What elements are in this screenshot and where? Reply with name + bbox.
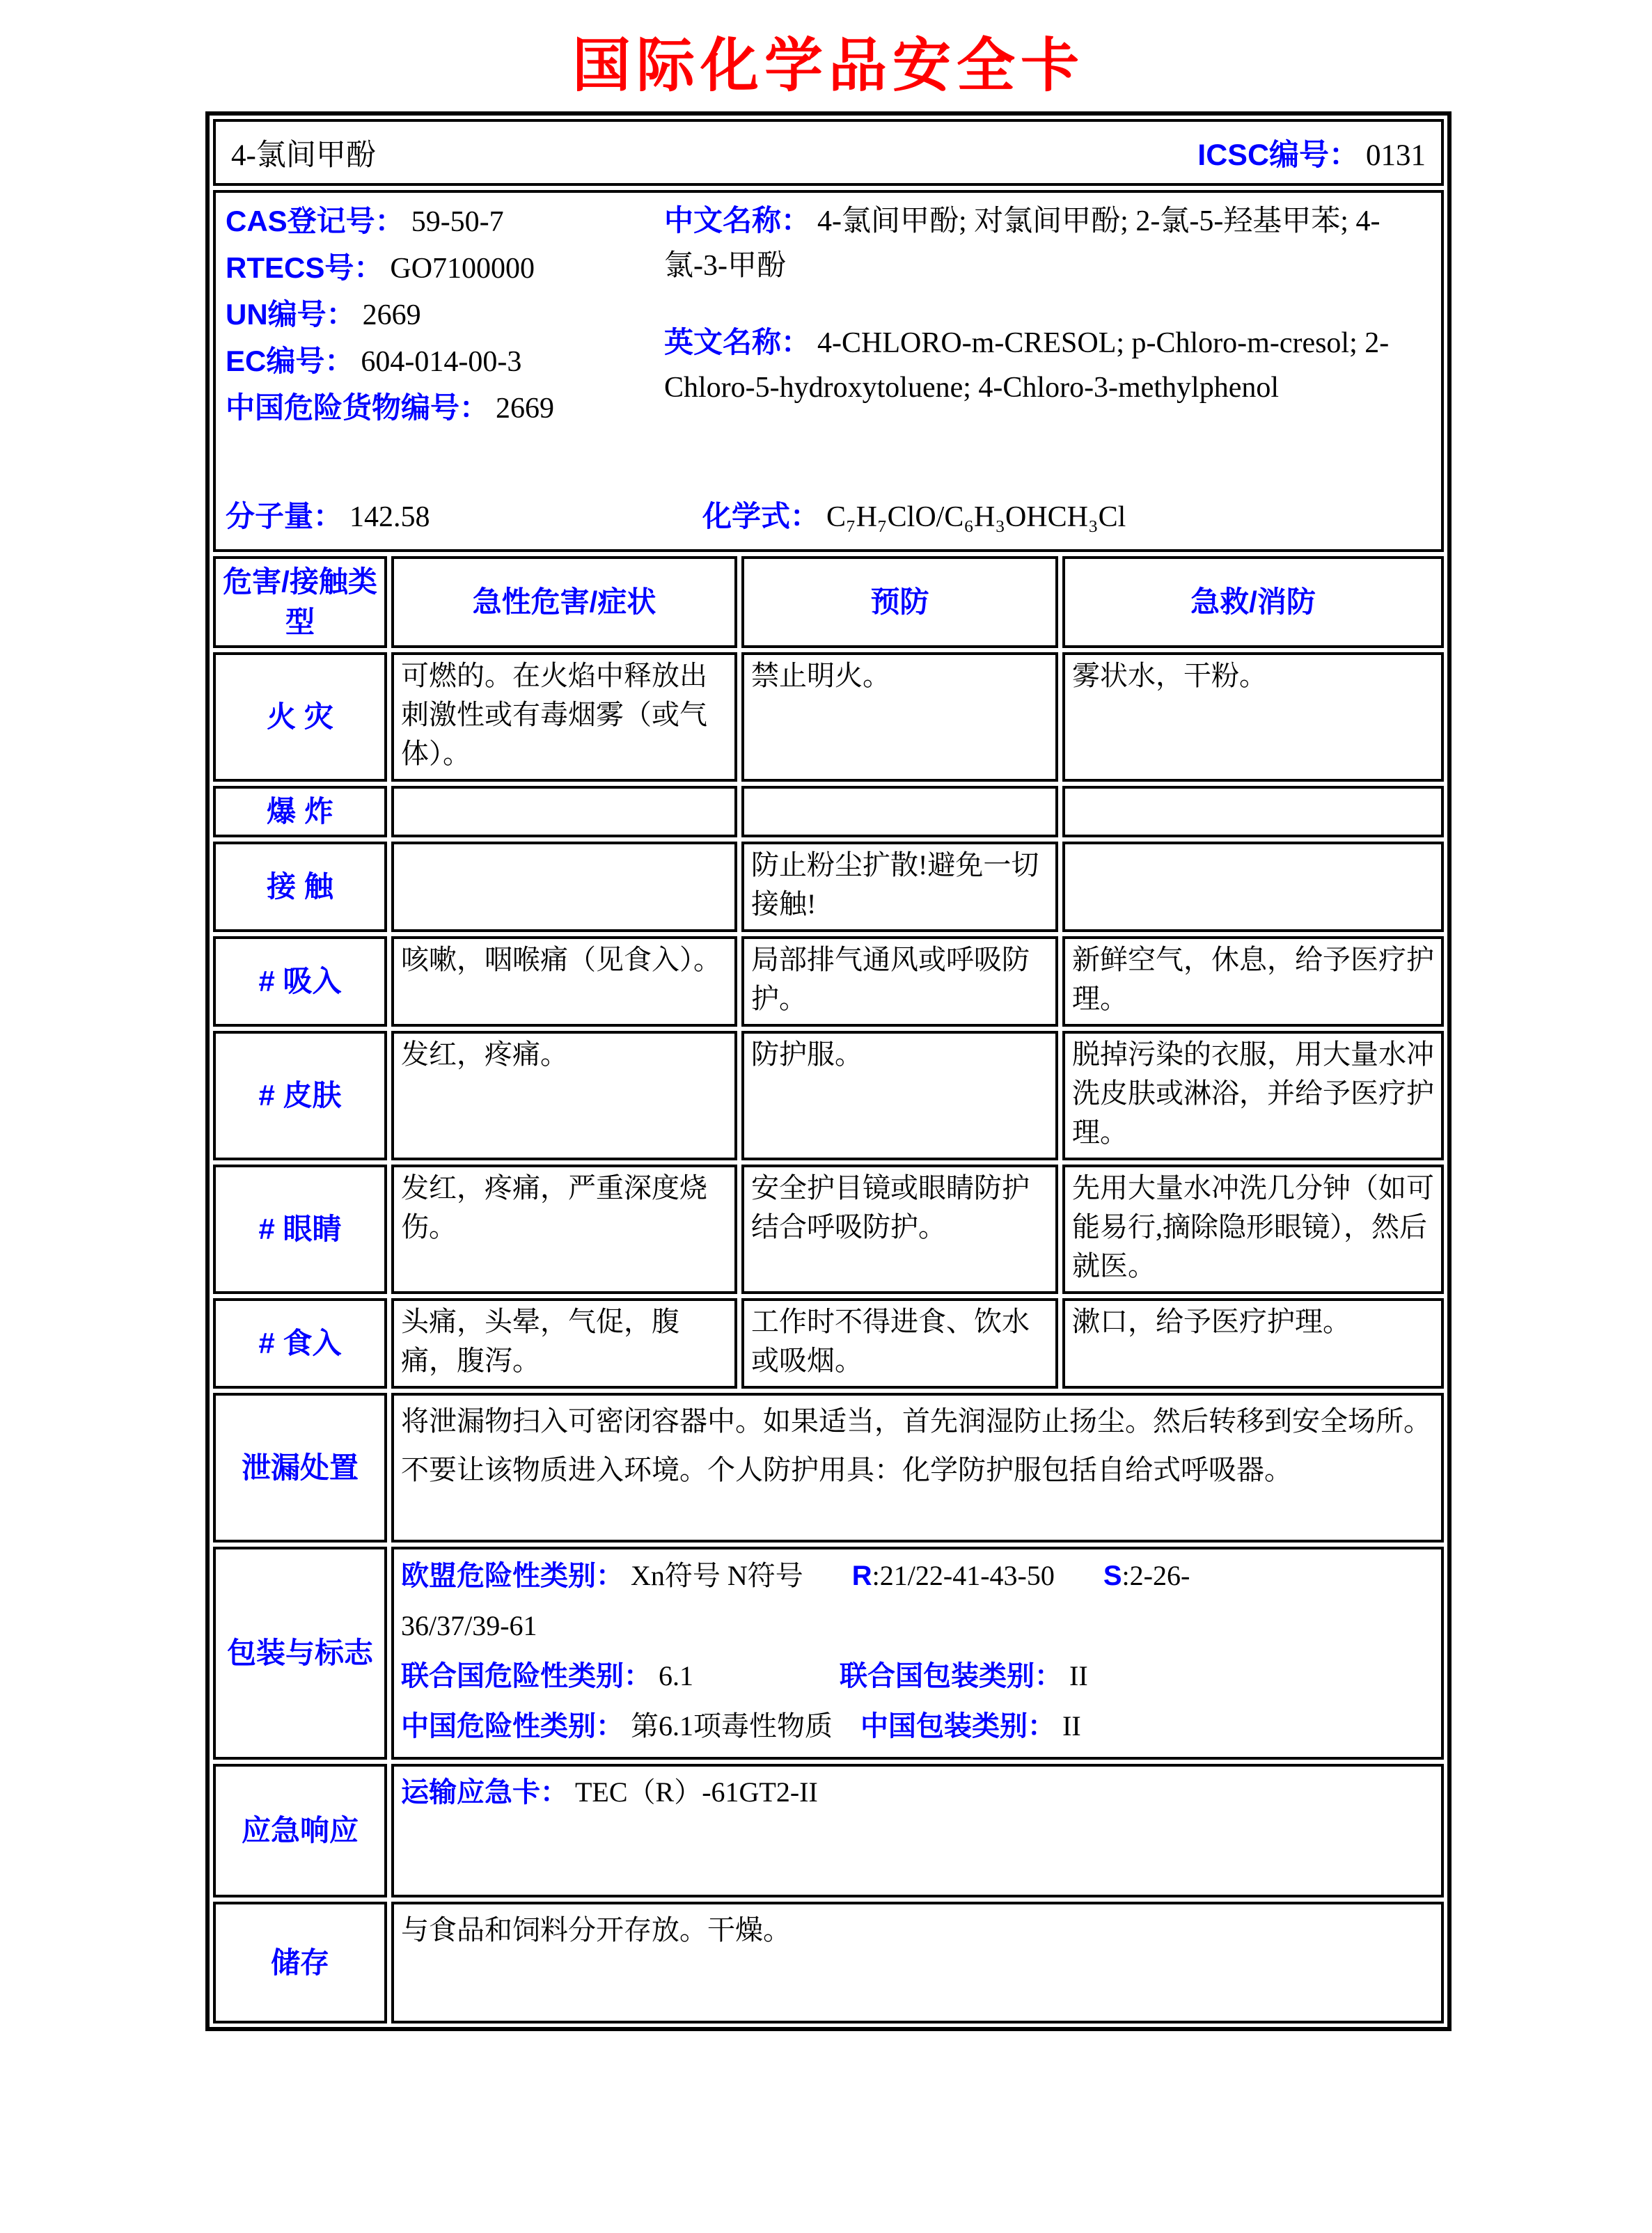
- skin-prevention: 防护服。: [741, 1031, 1058, 1160]
- hazard-row-ingestion: [213, 1298, 1444, 1389]
- ec-number-value: 604-014-00-3: [361, 346, 522, 378]
- storage-label: 储存: [213, 1902, 387, 2023]
- hazard-row-explosion: [213, 786, 1444, 837]
- un-number-label: UN编号：: [226, 298, 356, 331]
- icsc-number-label: ICSC编号：: [1197, 138, 1359, 172]
- packaging-band: [213, 1547, 1444, 1760]
- ingestion-symptoms: 头痛，头晕，气促，腹痛，腹泻。: [391, 1298, 737, 1389]
- eu-hazard-class-label: 欧盟危险性类别：: [401, 1561, 624, 1591]
- hazard-row-eyes: [213, 1165, 1444, 1294]
- china-dg-number-value: 2669: [496, 393, 555, 425]
- chemical-formula-label: 化学式：: [702, 500, 820, 532]
- s-phrases-value: :2-26-: [1122, 1560, 1190, 1591]
- transport-card-value: TEC（R）-61GT2-II: [575, 1776, 818, 1808]
- substance-header-cell: [213, 119, 1444, 186]
- emergency-band: [213, 1764, 1444, 1897]
- substance-header-band: [213, 119, 1444, 186]
- molecular-weight-label: 分子量：: [226, 500, 343, 532]
- hazard-row-skin: [213, 1031, 1444, 1160]
- storage-band: [213, 1902, 1444, 2023]
- packaging-label: 包装与标志: [213, 1547, 387, 1760]
- exposure-symptoms: [391, 842, 737, 932]
- transport-card-label: 运输应急卡：: [401, 1777, 568, 1808]
- icsc-number: [1197, 132, 1426, 174]
- page-title: 国际化学品安全卡: [572, 34, 1085, 99]
- un-class-line: [401, 1651, 1434, 1701]
- hazard-header-band: [213, 556, 1444, 648]
- s-phrases-continuation: 36/37/39-61: [401, 1610, 537, 1641]
- un-number-line: [226, 292, 664, 338]
- header-first-aid: 急救/消防: [1062, 556, 1444, 648]
- un-hazard-class-value: 6.1: [659, 1660, 693, 1691]
- cas-number-label: CAS登记号：: [226, 205, 404, 237]
- rtecs-number-line: [226, 245, 664, 292]
- cas-number-line: [226, 198, 664, 245]
- china-pack-group-label: 中国包装类别：: [860, 1711, 1055, 1742]
- header-acute-symptoms: 急性危害/症状: [391, 556, 737, 648]
- spillage-band: [213, 1393, 1444, 1542]
- cas-number-value: 59-50-7: [411, 206, 504, 238]
- molecular-weight-line: [226, 496, 664, 538]
- hazard-row-exposure: [213, 842, 1444, 932]
- inhalation-symptoms: 咳嗽，咽喉痛（见食入）。: [391, 936, 737, 1027]
- emergency-content: [391, 1764, 1444, 1897]
- fire-prevention: 禁止明火。: [741, 652, 1058, 782]
- china-hazard-class-value: 第6.1项毒性物质: [631, 1710, 833, 1742]
- china-dg-number-label: 中国危险货物编号：: [226, 391, 489, 424]
- row-label-ingestion: # 食入: [213, 1298, 387, 1389]
- substance-name: 4-氯间甲酚: [231, 139, 376, 172]
- packaging-content: [391, 1547, 1444, 1760]
- icsc-number-value: 0131: [1366, 139, 1426, 172]
- un-pack-group-label: 联合国包装类别：: [840, 1661, 1062, 1691]
- inhalation-prevention: 局部排气通风或呼吸防护。: [741, 936, 1058, 1027]
- eu-hazard-class-line: [401, 1551, 1434, 1601]
- chinese-names-value: 4-氯间甲酚; 对氯间甲酚; 2-氯-5-羟基甲苯; 4-氯-3-甲酚: [664, 205, 1380, 282]
- molecular-weight-value: 142.58: [349, 501, 430, 533]
- row-label-exposure: 接 触: [213, 842, 387, 932]
- ec-number-label: EC编号：: [226, 345, 354, 377]
- english-names-label: 英文名称：: [664, 326, 811, 358]
- exposure-prevention: 防止粉尘扩散!避免一切接触!: [741, 842, 1058, 932]
- china-pack-group-value: II: [1062, 1710, 1081, 1742]
- storage-text: 与食品和饲料分开存放。干燥。: [391, 1902, 1444, 2023]
- identifiers-top: [226, 198, 1431, 432]
- eyes-response: 先用大量水冲洗几分钟（如可能易行,摘除隐形眼镜），然后就医。: [1062, 1165, 1444, 1294]
- row-label-skin: # 皮肤: [213, 1031, 387, 1160]
- chemical-formula-value: C₇H₇ClO/C₆H₃OHCH₃Cl: [826, 501, 1126, 533]
- un-hazard-class-label: 联合国危险性类别：: [401, 1661, 652, 1691]
- header-hazard-type: 危害/接触类型: [213, 556, 387, 648]
- china-dg-number-line: [226, 385, 664, 432]
- skin-response: 脱掉污染的衣服，用大量水冲洗皮肤或淋浴，并给予医疗护理。: [1062, 1031, 1444, 1160]
- english-names-value: 4-CHLORO-m-CRESOL; p-Chloro-m-cresol; 2-Chloro-5-hydroxytoluene; 4-Chloro-3-methylphenol: [664, 327, 1390, 404]
- ingestion-prevention: 工作时不得进食、饮水或吸烟。: [741, 1298, 1058, 1389]
- emergency-label: 应急响应: [213, 1764, 387, 1897]
- ec-number-line: [226, 338, 664, 385]
- hazard-row-fire: [213, 652, 1444, 782]
- spillage-text: 将泄漏物扫入可密闭容器中。如果适当，首先润湿防止扬尘。然后转移到安全场所。不要让该物质进入环境。个人防护用具：化学防护服包括自给式呼吸器。: [391, 1393, 1444, 1542]
- identifiers-cell: [213, 190, 1444, 552]
- row-label-explosion: 爆 炸: [213, 786, 387, 837]
- explosion-response: [1062, 786, 1444, 837]
- china-class-line: [401, 1701, 1434, 1751]
- identifiers-band: [213, 190, 1444, 552]
- un-number-value: 2669: [362, 299, 421, 331]
- registry-numbers: [226, 198, 664, 432]
- chinese-names-line: [664, 198, 1431, 288]
- chemical-formula-line: [664, 496, 1126, 538]
- fire-symptoms: 可燃的。在火焰中释放出刺激性或有毒烟雾（或气体）。: [391, 652, 737, 782]
- r-phrases-value: :21/22-41-43-50: [872, 1560, 1055, 1591]
- skin-symptoms: 发红，疼痛。: [391, 1031, 737, 1160]
- s-phrases-label: S: [1103, 1561, 1122, 1591]
- row-label-inhalation: # 吸入: [213, 936, 387, 1027]
- un-pack-group-value: II: [1069, 1660, 1088, 1691]
- rtecs-number-label: RTECS号：: [226, 251, 384, 284]
- eyes-prevention: 安全护目镜或眼睛防护结合呼吸防护。: [741, 1165, 1058, 1294]
- english-names-line: [664, 320, 1431, 410]
- ingestion-response: 漱口，给予医疗护理。: [1062, 1298, 1444, 1389]
- header-prevention: 预防: [741, 556, 1058, 648]
- exposure-response: [1062, 842, 1444, 932]
- substance-names: [664, 198, 1431, 432]
- china-hazard-class-label: 中国危险性类别：: [401, 1711, 624, 1742]
- inhalation-response: 新鲜空气，休息，给予医疗护理。: [1062, 936, 1444, 1027]
- explosion-prevention: [741, 786, 1058, 837]
- row-label-eyes: # 眼睛: [213, 1165, 387, 1294]
- eyes-symptoms: 发红，疼痛，严重深度烧伤。: [391, 1165, 737, 1294]
- row-label-fire: 火 灾: [213, 652, 387, 782]
- chinese-names-label: 中文名称：: [664, 204, 811, 237]
- hazard-row-inhalation: [213, 936, 1444, 1027]
- r-phrases-label: R: [851, 1561, 872, 1591]
- eu-hazard-class-value: Xn符号 N符号: [631, 1560, 803, 1591]
- fire-response: 雾状水，干粉。: [1062, 652, 1444, 782]
- explosion-symptoms: [391, 786, 737, 837]
- rtecs-number-value: GO7100000: [390, 253, 535, 285]
- molecular-info: [226, 496, 1431, 541]
- spillage-label: 泄漏处置: [213, 1393, 387, 1542]
- icsc-card: [205, 111, 1452, 2031]
